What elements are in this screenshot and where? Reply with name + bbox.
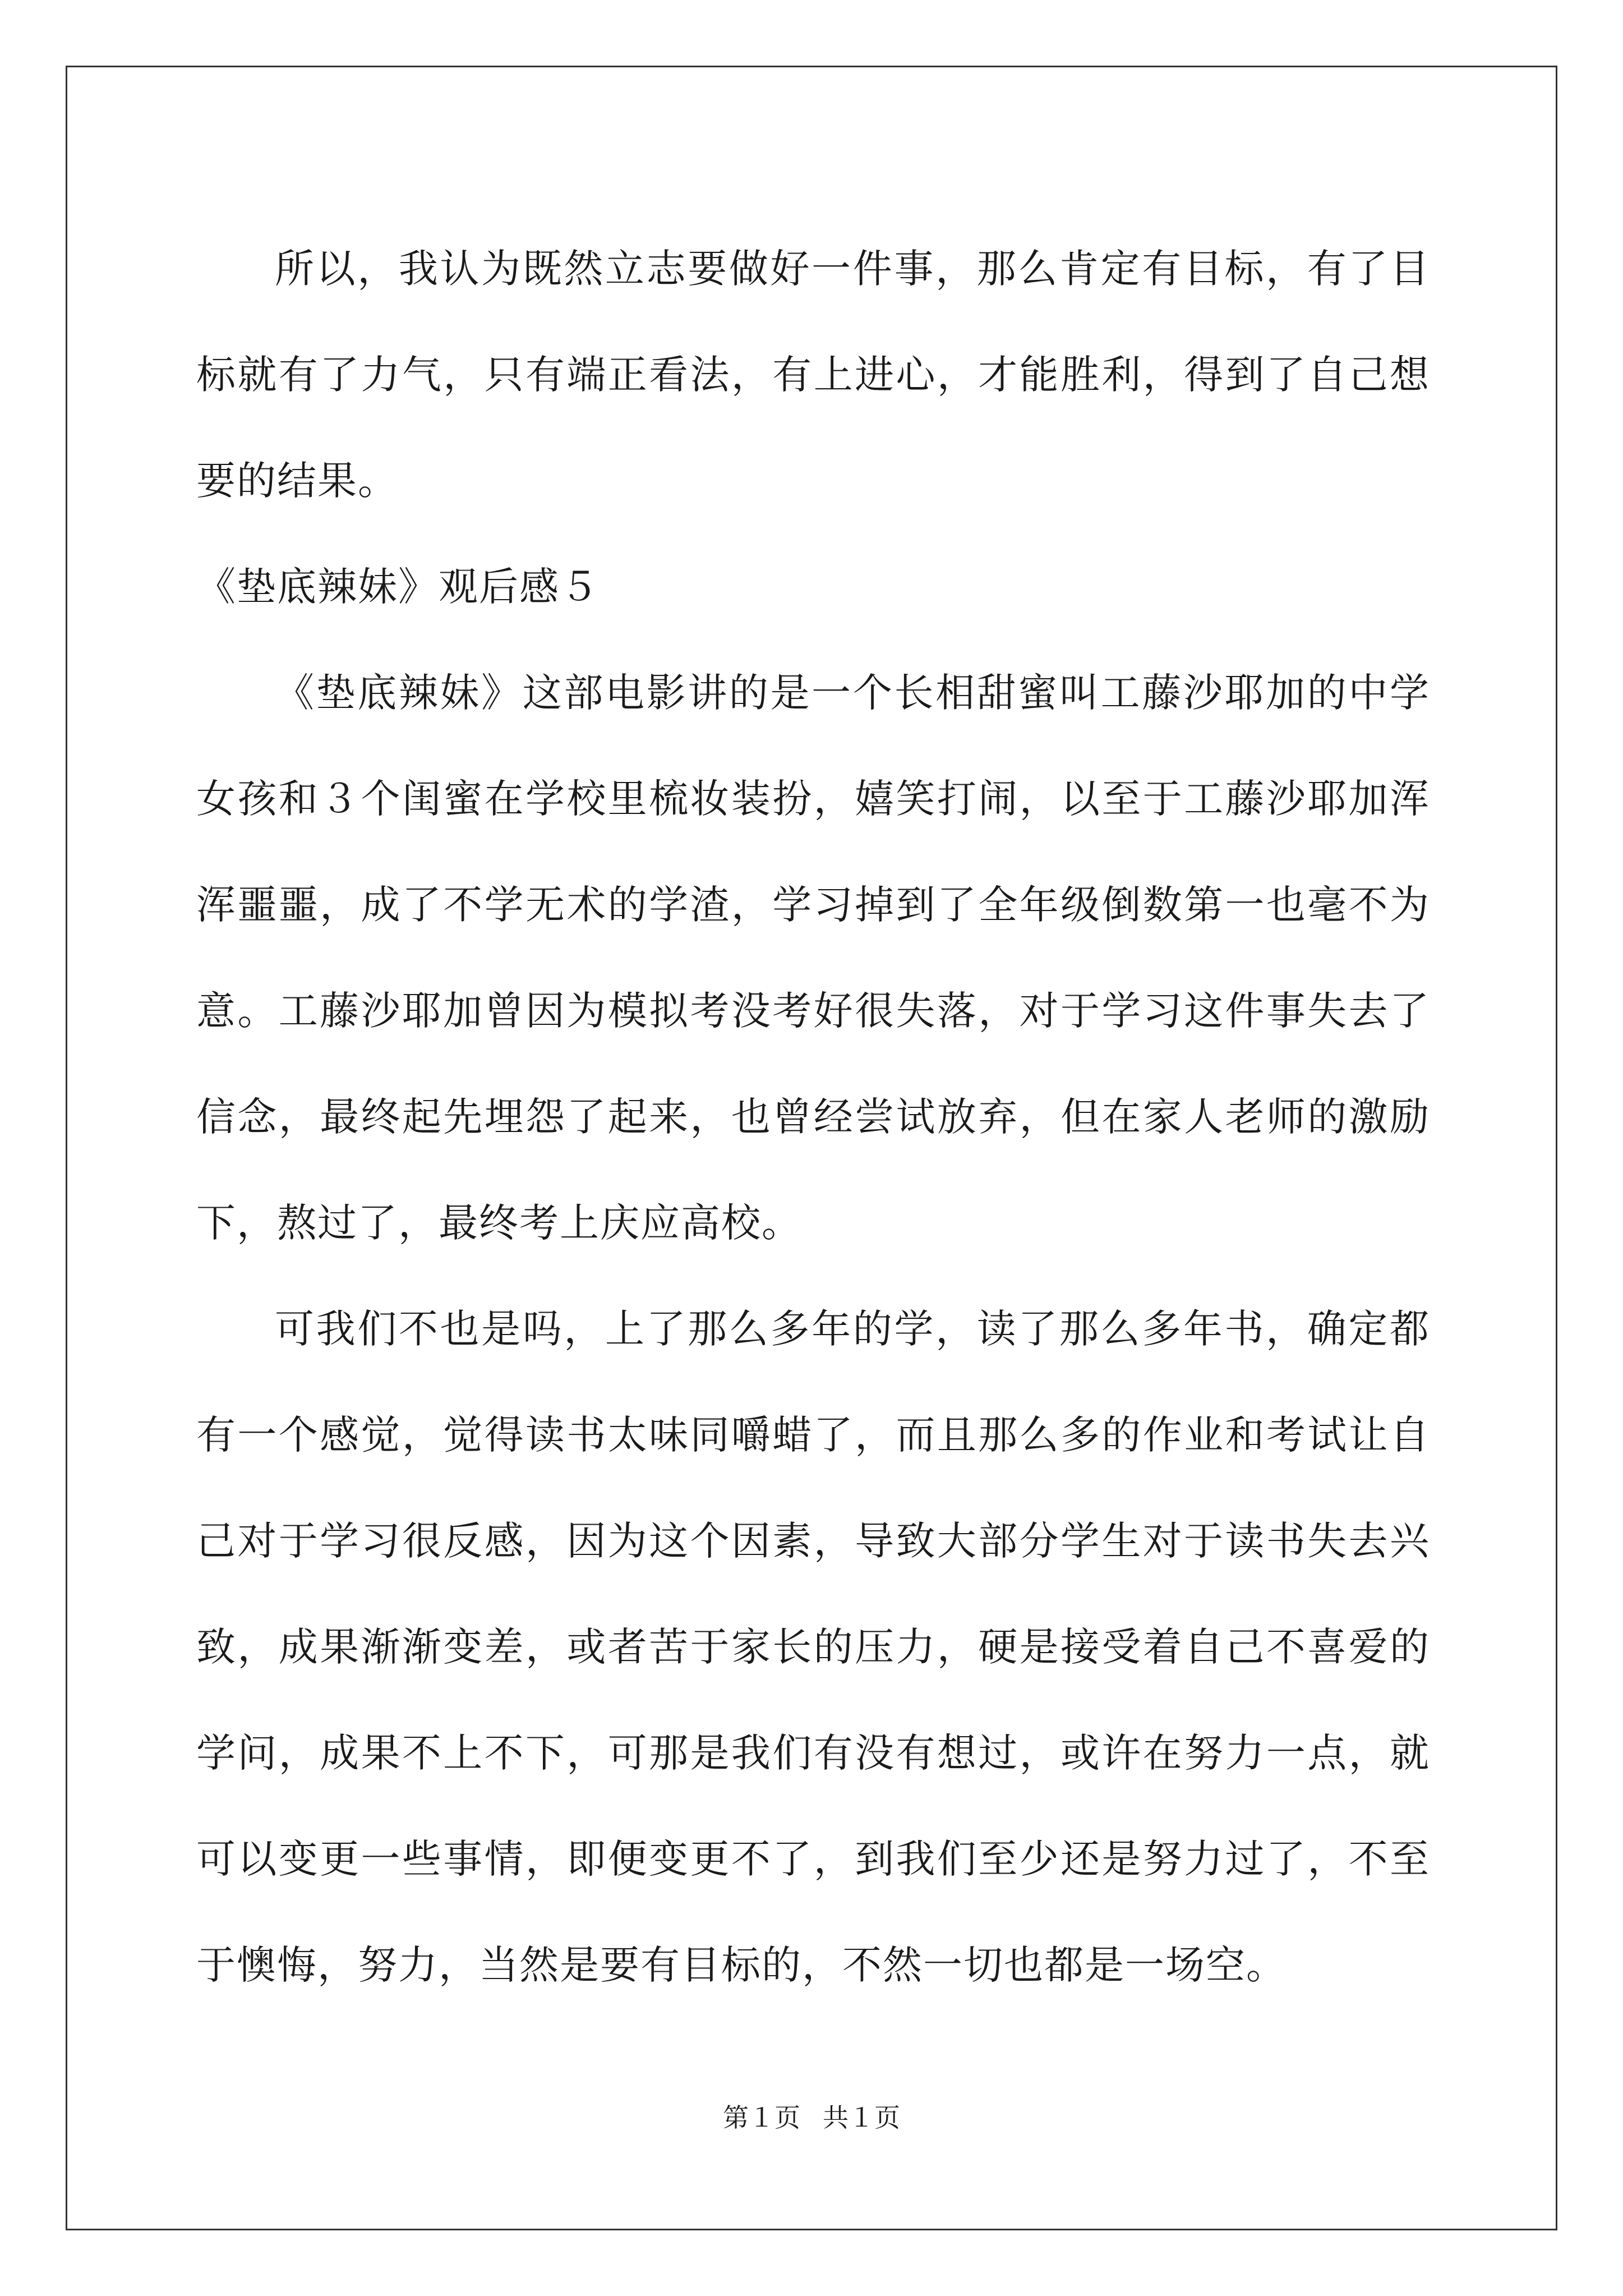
paragraph-1: 所以，我认为既然立志要做好一件事，那么肯定有目标，有了目标就有了力气，只有端正看法，有上进心，才能胜利，得到了自己想要的结果。 bbox=[196, 246, 1430, 504]
section-heading: 《垫底辣妹》观后感５ bbox=[196, 564, 600, 610]
paragraph-2: 《垫底辣妹》这部电影讲的是一个长相甜蜜叫工藤沙耶加的中学女孩和３个闺蜜在学校里梳妆装扮，嬉笑打闹，以至于工藤沙耶加浑浑噩噩，成了不学无术的学渣，学习掉到了全年级倒数第一也毫不为意。工藤沙耶加曾因为模拟考没考好很失落，对于学习这件事失去了信念，最终起先埋怨了起来，也曾经尝试放弃，但在家人老师的激励下，熬过了，最终考上庆应高校。 bbox=[196, 670, 1430, 1246]
document-body bbox=[196, 216, 1430, 2018]
paragraph-3: 可我们不也是吗，上了那么多年的学，读了那么多年书，确定都有一个感觉，觉得读书太味同嚼蜡了，而且那么多的作业和考试让自己对于学习很反感，因为这个因素，导致大部分学生对于读书失去兴致，成果渐渐变差，或者苦于家长的压力，硬是接受着自己不喜爱的学问，成果不上不下，可那是我们有没有想过，或许在努力一点，就可以变更一些事情，即便变更不了，到我们至少还是努力过了，不至于懊悔，努力，当然是要有目标的，不然一切也都是一场空。 bbox=[196, 1306, 1430, 1988]
page-number: 第１页 bbox=[723, 2102, 800, 2133]
page-footer bbox=[0, 2101, 1623, 2134]
page-total: 共１页 bbox=[823, 2102, 900, 2133]
